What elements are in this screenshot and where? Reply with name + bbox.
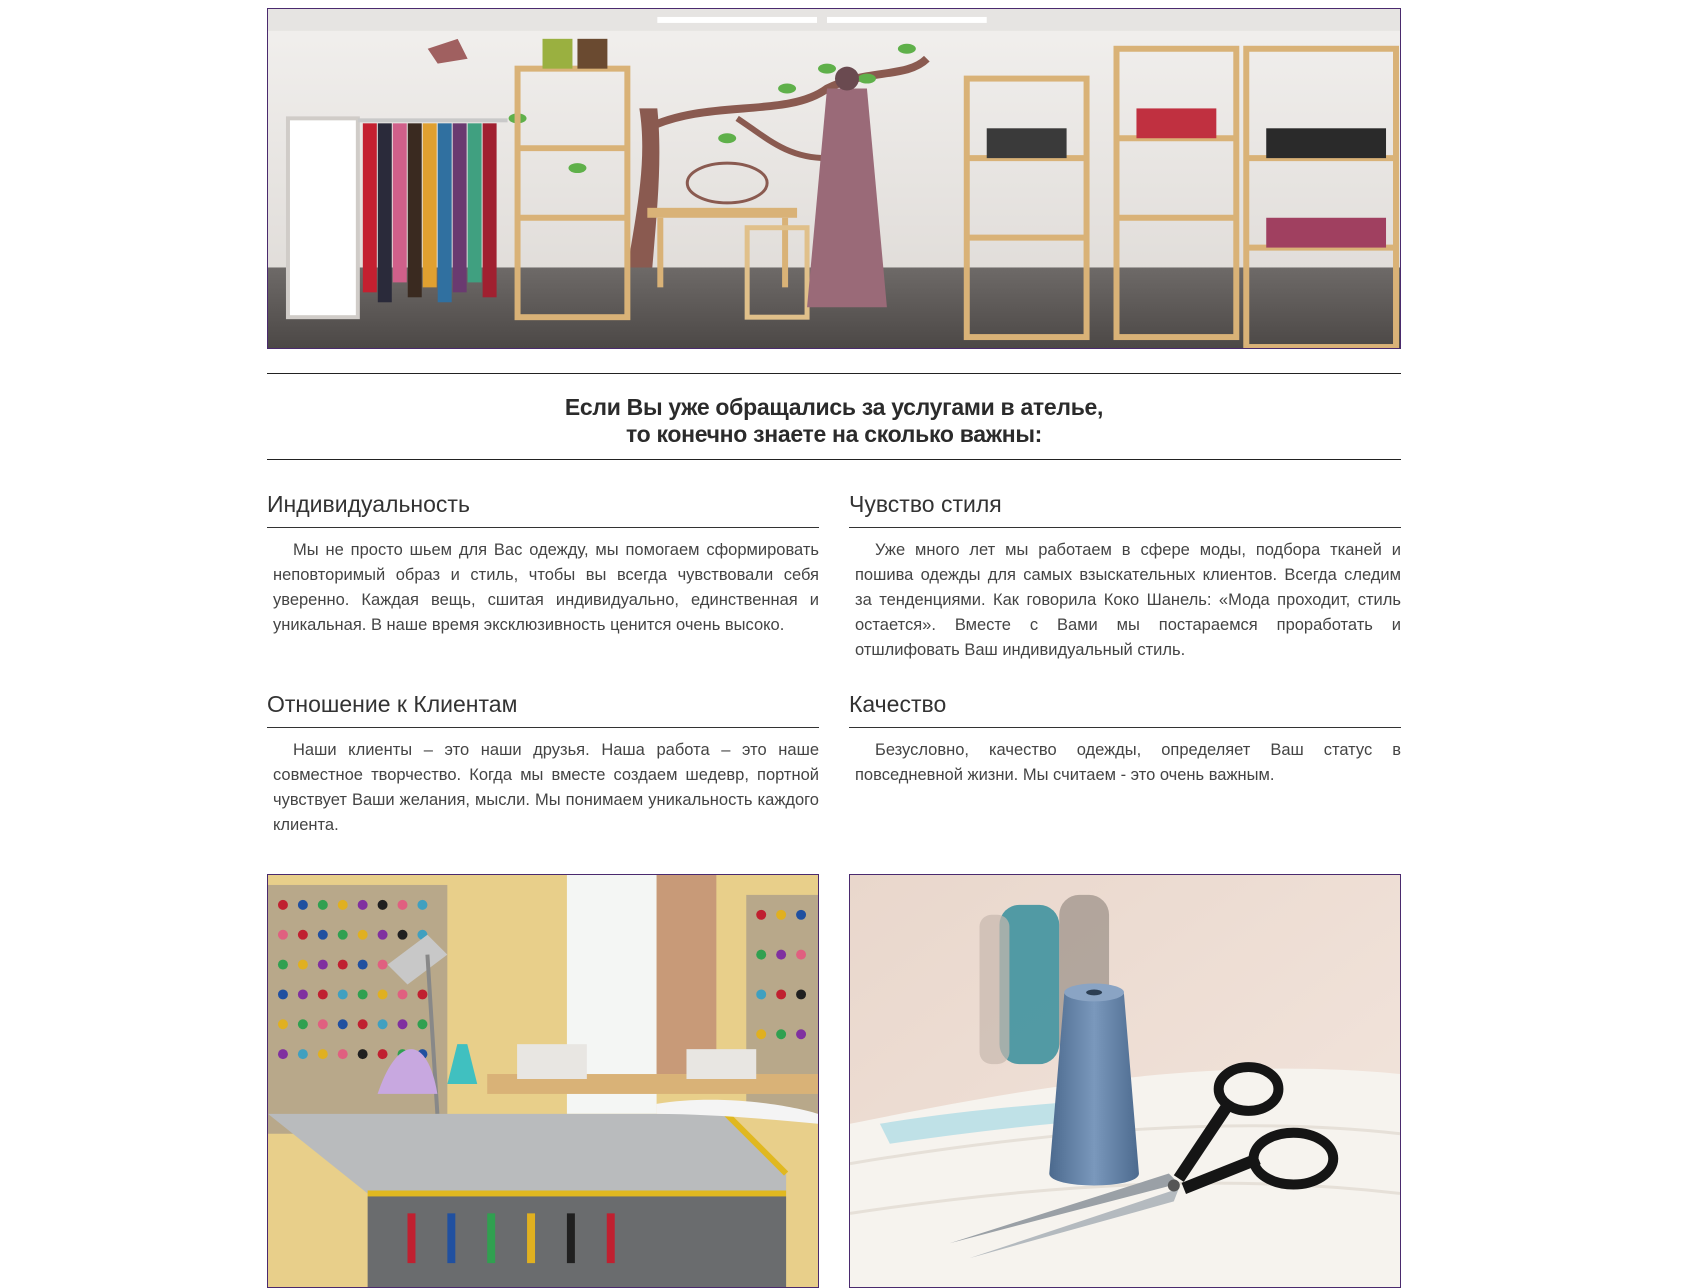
hero-photo-illustration xyxy=(268,9,1400,348)
intro-banner xyxy=(267,373,1401,460)
feature-quality xyxy=(849,690,1401,858)
intro-line-1: Если Вы уже обращались за услугами в ателье, xyxy=(564,394,1104,420)
intro-line-2: то конечно знаете на сколько важны: xyxy=(625,421,1043,447)
feature-text: Безусловно, качество одежды, определяет Ваш статус в повседневной жизни. Мы считаем - это очень важным. xyxy=(855,741,1401,784)
feature-text: Мы не просто шьем для Вас одежду, мы помогаем сформировать неповторимый образ и стиль, чтобы вы всегда чувствовали себя уверенно. Каждая вещь, сшитая индивидуально, единственная и уникальная. В наше время эксклюзивность ценится очень высоко. xyxy=(273,541,819,634)
feature-text: Наши клиенты – это наши друзья. Наша работа – это наше совместное творчество. Когда мы вместе создаем шедевр, портной чувствует Ваши желания, мысли. Мы понимаем уникальность каждого клиента. xyxy=(273,741,819,834)
features-row-1 xyxy=(267,490,1401,690)
hero-atelier-photo xyxy=(267,8,1401,349)
feature-title: Индивидуальность xyxy=(267,490,819,528)
scissors-photo-illustration xyxy=(850,875,1400,1287)
photos-row xyxy=(267,874,1401,1288)
workshop-photo-illustration xyxy=(268,875,818,1287)
sewing-workshop-photo xyxy=(267,874,819,1288)
feature-clients xyxy=(267,690,819,858)
features-row-2 xyxy=(267,690,1401,858)
feature-text: Уже много лет мы работаем в сфере моды, подбора тканей и пошива одежды для самых взыскательных клиентов. Всегда следим за тенденциями. Как говорила Коко Шанель: «Мода проходит, стиль остается». Вместе с Вами мы постараемся проработать и отшлифовать Ваш индивидуальный стиль. xyxy=(855,541,1401,659)
thread-and-scissors-photo xyxy=(849,874,1401,1288)
feature-style xyxy=(849,490,1401,690)
feature-title: Отношение к Клиентам xyxy=(267,690,819,728)
content-column xyxy=(267,0,1401,1288)
feature-individuality xyxy=(267,490,819,690)
feature-title: Качество xyxy=(849,690,1401,728)
feature-title: Чувство стиля xyxy=(849,490,1401,528)
